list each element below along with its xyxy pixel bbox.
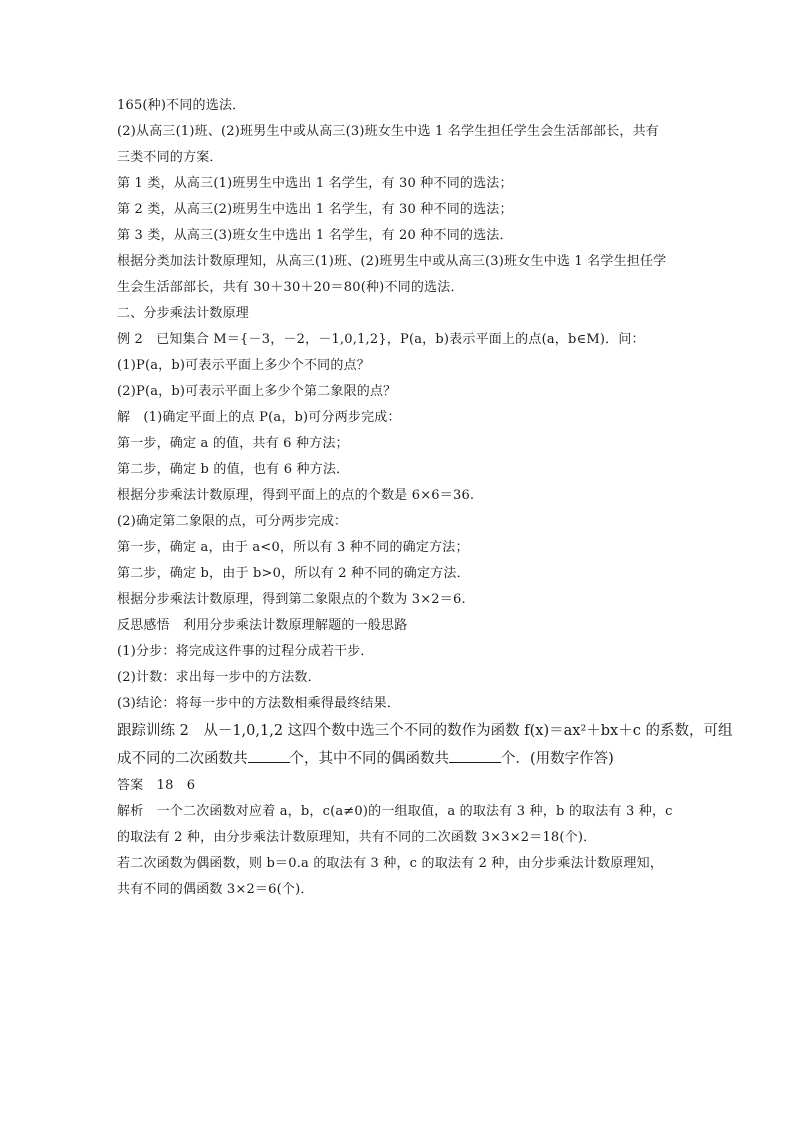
reflection-step: (1)分步：将完成这件事的过程分成若干步． (117, 644, 374, 659)
answer-line: 答案 18 6 (117, 778, 196, 793)
analysis-line: 若二次函数为偶函数，则 b＝0.a 的取法有 3 种，c 的取法有 2 种，由分步乘法计数原理知， (117, 856, 664, 871)
text-line: 生会生活部部长，共有 30＋30＋20＝80(种)不同的选法． (117, 280, 464, 295)
example-statement: 例 2 已知集合 M＝{－3，－2，－1,0,1,2}，P(a，b)表示平面上的点(a，b∈M)．问： (117, 332, 645, 347)
document-page (117, 93, 733, 903)
analysis-line: 共有不同的偶函数 3×2＝6(个)． (117, 882, 314, 897)
solution-line: 解 (1)确定平面上的点 P(a，b)可分两步完成： (117, 410, 401, 425)
solution-line: (2)确定第二象限的点，可分两步完成： (117, 514, 348, 529)
exercise-line-2 (117, 745, 687, 773)
solution-line: 根据分步乘法计数原理，得到第二象限点的个数为 3×2＝6. (117, 592, 466, 607)
text-line: 第 3 类，从高三(3)班女生中选出 1 名学生，有 20 种不同的选法． (117, 228, 513, 243)
solution-line: 第二步，确定 b，由于 b>0，所以有 2 种不同的确定方法． (117, 566, 470, 581)
reflection-step: (3)结论：将每一步中的方法数相乘得最终结果． (117, 696, 401, 711)
exercise-text: 个．(用数字作答) (501, 751, 614, 767)
solution-line: 第一步，确定 a，由于 a<0，所以有 3 种不同的确定方法； (117, 540, 469, 555)
analysis-line: 解析 一个二次函数对应着 a，b，c(a≠0)的一组取值，a 的取法有 3 种，b 的取法有 3 种，c (117, 804, 673, 819)
text-line: (2)从高三(1)班、(2)班男生中或从高三(3)班女生中选 1 名学生担任学生会生活部部长，共有 (117, 124, 659, 139)
example-question-2: (2)P(a，b)可表示平面上多少个第二象限的点？ (117, 384, 397, 399)
exercise-line-1: 跟踪训练 2 从－1,0,1,2 这四个数中选三个不同的数作为函数 f(x)＝ax²＋bx＋c 的系数，可组 (117, 723, 733, 739)
section-heading: 二、分步乘法计数原理 (117, 306, 250, 321)
text-line: 三类不同的方案． (117, 150, 223, 165)
analysis-line: 的取法有 2 种，由分步乘法计数原理知，共有不同的二次函数 3×3×2＝18(个)． (117, 830, 597, 845)
solution-line: 第一步，确定 a 的值，共有 6 种方法； (117, 436, 349, 451)
exercise-text: 个，其中不同的偶函数共 (289, 751, 449, 767)
answer-blank-1 (248, 748, 290, 763)
solution-line: 根据分步乘法计数原理，得到平面上的点的个数是 6×6＝36. (117, 488, 475, 503)
exercise-text: 成不同的二次函数共 (117, 751, 248, 767)
reflection-step: (2)计数：求出每一步中的方法数． (117, 670, 321, 685)
reflection-heading: 反思感悟 利用分步乘法计数原理解题的一般思路 (117, 618, 408, 633)
solution-line: 第二步，确定 b 的值，也有 6 种方法． (117, 462, 350, 477)
example-question-1: (1)P(a，b)可表示平面上多少个不同的点？ (117, 358, 370, 373)
text-line: 第 1 类，从高三(1)班男生中选出 1 名学生，有 30 种不同的选法； (117, 176, 513, 191)
text-line: 165(种)不同的选法． (117, 98, 246, 113)
answer-blank-2 (449, 748, 501, 763)
text-line: 根据分类加法计数原理知，从高三(1)班、(2)班男生中或从高三(3)班女生中选 1 名学生担任学 (117, 254, 667, 269)
text-line: 第 2 类，从高三(2)班男生中选出 1 名学生，有 30 种不同的选法； (117, 202, 513, 217)
